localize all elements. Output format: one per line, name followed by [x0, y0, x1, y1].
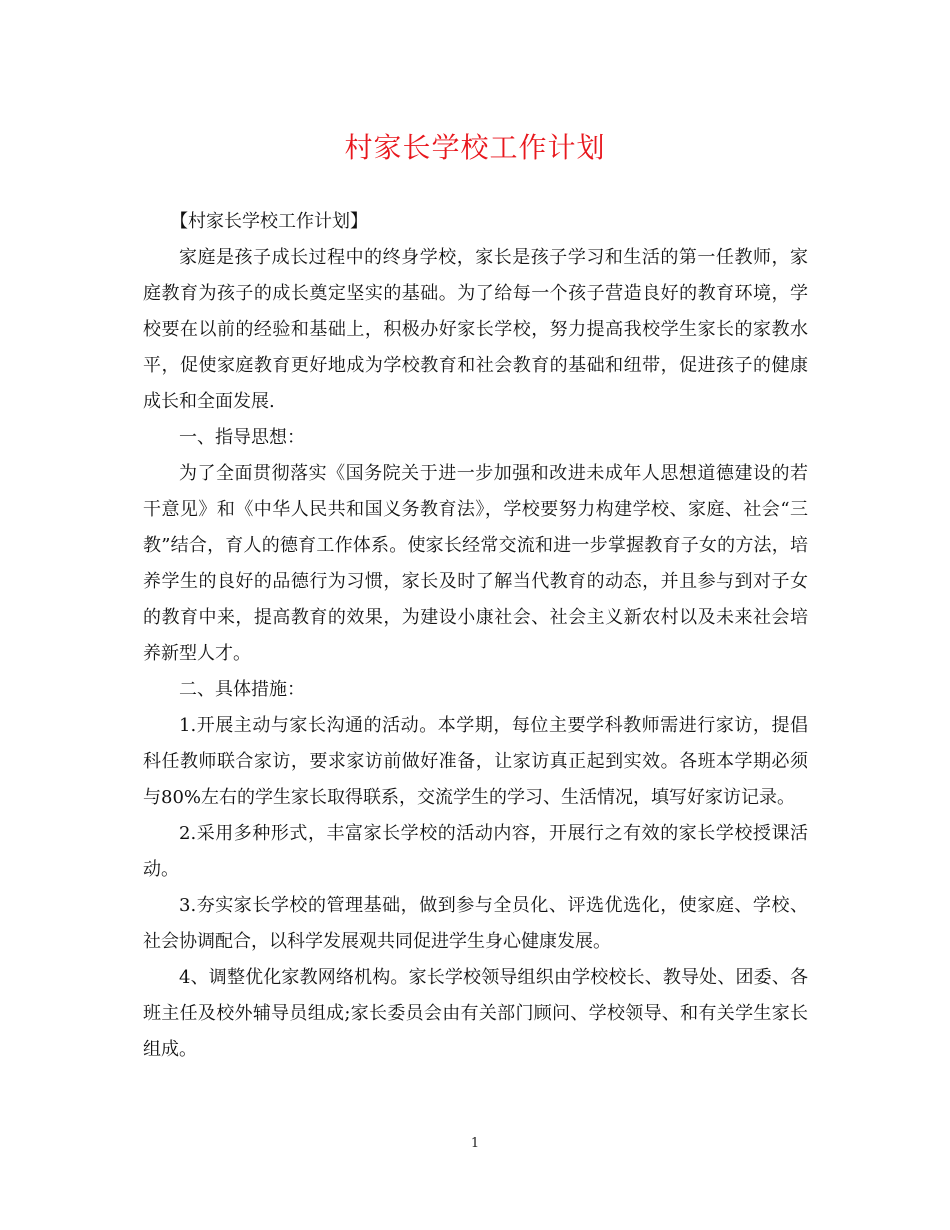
intro-paragraph: 家庭是孩子成长过程中的终身学校，家长是孩子学习和生活的第一任教师，家庭教育为孩子的成长奠定坚实的基础。为了给每一个孩子营造良好的教育环境，学校要在以前的经验和基础上，积极办好家长学校，努力提高我校学生家长的家教水平，促使家庭教育更好地成为学校教育和社会教育的基础和纽带，促进孩子的健康成长和全面发展.: [143, 247, 808, 412]
document-title: 村家长学校工作计划: [344, 131, 606, 164]
measure-item-4: 4、调整优化家教网络机构。家长学校领导组织由学校校长、教导处、团委、各班主任及校外辅导员组成;家长委员会由有关部门顾问、学校领导、和有关学生家长组成。: [143, 967, 808, 1060]
measure-item-1: 1.开展主动与家长沟通的活动。本学期，每位主要学科教师需进行家访，提倡科任教师联合家访，要求家访前做好准备，让家访真正起到实效。各班本学期必须与80%左右的学生家长取得联系，交流学生的学习、生活情况，填写好家访记录。: [143, 715, 808, 808]
document-body: [143, 204, 808, 1068]
section-heading-guiding-principle: 一、指导思想：: [179, 427, 305, 448]
measure-item-3: 3.夯实家长学校的管理基础，做到参与全员化、评选优选化，使家庭、学校、社会协调配合，以科学发展观共同促进学生身心健康发展。: [143, 895, 808, 952]
measure-item-2: 2.采用多种形式，丰富家长学校的活动内容，开展行之有效的家长学校授课活动。: [143, 823, 808, 880]
guiding-principle-paragraph: 为了全面贯彻落实《国务院关于进一步加强和改进未成年人思想道德建设的若干意见》和《中华人民共和国义务教育法》，学校要努力构建学校、家庭、社会“三教”结合，育人的德育工作体系。使家长经常交流和进一步掌握教育子女的方法，培养学生的良好的品德行为习惯，家长及时了解当代教育的动态，并且参与到对子女的教育中来，提高教育的效果，为建设小康社会、社会主义新农村以及未来社会培养新型人才。: [143, 463, 808, 664]
bracket-heading: 【村家长学校工作计划】: [170, 211, 368, 232]
section-heading-measures: 二、具体措施：: [179, 679, 305, 700]
page-number: 1: [470, 1136, 480, 1151]
